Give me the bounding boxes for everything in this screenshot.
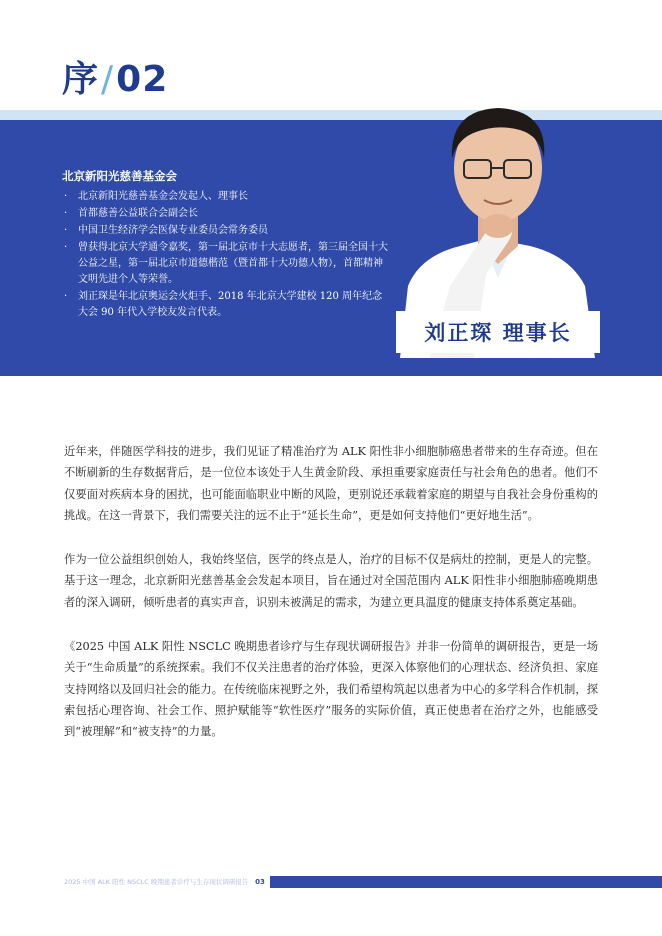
page-title — [62, 58, 168, 102]
footer-bar — [270, 876, 662, 888]
profile-item-text: 北京新阳光慈善基金会发起人、理事长 — [78, 191, 248, 202]
profile-list-item — [64, 206, 390, 222]
bullet-dot: · — [64, 225, 68, 236]
profile-item-text: 刘正琛是年北京奥运会火炬手、2018 年北京大学建校 120 周年纪念大会 90 年代入学校友发言代表。 — [78, 291, 383, 318]
footer-caption: 2025 中国 ALK 阳性 NSCLC 晚期患者诊疗与生存现状调研报告 — [64, 878, 249, 886]
profile-list-item — [64, 289, 390, 321]
profile-list-item — [64, 189, 390, 205]
bullet-dot: · — [64, 191, 68, 202]
bullet-dot: · — [64, 291, 68, 302]
bullet-dot: · — [64, 242, 68, 253]
page-number: 03 — [255, 878, 265, 886]
profile-item-text: 中国卫生经济学会医保专业委员会常务委员 — [78, 225, 268, 236]
bullet-dot: · — [64, 208, 68, 219]
body-paragraph: 作为一位公益组织创始人，我始终坚信，医学的终点是人，治疗的目标不仅是病灶的控制，更是人的完整。基于这一理念，北京新阳光慈善基金会发起本项目，旨在通过对全国范围内 ALK 阳性非小细胞肺癌晚期患者的深入调研，倾听患者的真实声音，识别未被满足的需求，为建立更具温度的健康支持体系奠定基础。 — [64, 553, 598, 609]
page-footer — [0, 876, 662, 888]
profile-item-text: 曾获得北京大学通令嘉奖，第一届北京市十大志愿者，第三届全国十大公益之星，第一届北京市道德楷范（暨首都十大功德人物），首都精神文明先进个人等荣誉。 — [78, 242, 388, 285]
name-plate: 刘正琛 理事长 — [396, 311, 600, 353]
profile-list — [64, 189, 390, 322]
body-paragraph: 近年来，伴随医学科技的进步，我们见证了精准治疗为 ALK 阳性非小细胞肺癌患者带来的生存奇迹。但在不断刷新的生存数据背后，是一位位本该处于人生黄金阶段、承担重要家庭责任与社会角色的患者。他们不仅要面对疾病本身的困扰，也可能面临职业中断的风险，更别说还承载着家庭的期望与自我社会身份重构的挑战。在这一背景下，我们需要关注的远不止于“延长生命”，更是如何支持他们“更好地生活”。 — [64, 445, 598, 522]
title-number: 02 — [116, 59, 169, 100]
profile-item-text: 首都慈善公益联合会副会长 — [78, 208, 198, 219]
profile-list-item — [64, 240, 390, 288]
title-main: 序 — [62, 59, 100, 100]
title-slash: / — [101, 59, 115, 100]
profile-list-item — [64, 223, 390, 239]
org-title: 北京新阳光慈善基金会 — [62, 169, 177, 183]
body-paragraph: 《2025 中国 ALK 阳性 NSCLC 晚期患者诊疗与生存现状调研报告》并非一份简单的调研报告，更是一场关于“生命质量”的系统探索。我们不仅关注患者的治疗体验，更深入体察他们的心理状态、经济负担、家庭支持网络以及回归社会的能力。在传统临床视野之外，我们希望构筑起以患者为中心的多学科合作机制，探索包括心理咨询、社会工作、照护赋能等“软性医疗”服务的实际价值，真正使患者在治疗之外，也能感受到“被理解”和“被支持”的力量。 — [64, 640, 598, 739]
preface-body — [64, 441, 598, 766]
